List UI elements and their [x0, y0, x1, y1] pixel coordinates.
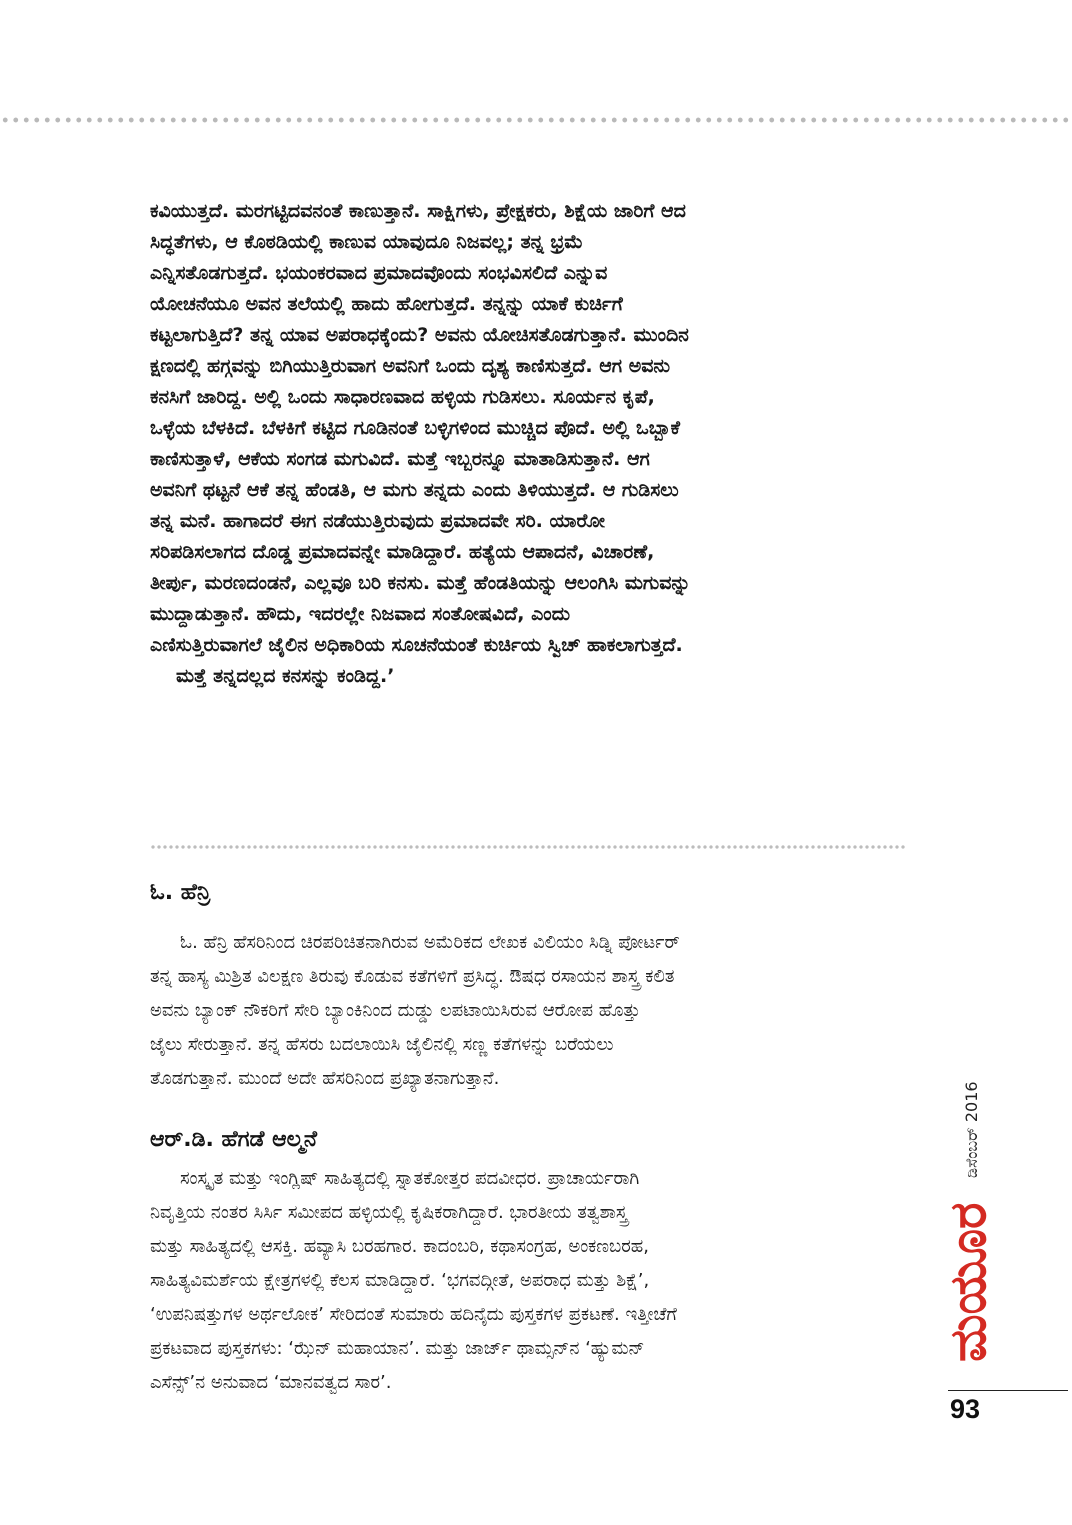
top-dotted-rule: [0, 116, 1072, 124]
story-line: ಯೋಚನೆಯೂ ಅವನ ತಲೆಯಲ್ಲಿ ಹಾದು ಹೋಗುತ್ತದೆ. ತನ್ನನ್ನು ಯಾಕೆ ಕುರ್ಚಿಗೆ: [150, 293, 623, 315]
story-closing-line: ಮತ್ತೆ ತನ್ನದಲ್ಲದ ಕನಸನ್ನು ಕಂಡಿದ್ದ.’: [176, 665, 395, 687]
bio-line: ಮತ್ತು ಸಾಹಿತ್ಯದಲ್ಲಿ ಆಸಕ್ತಿ. ಹವ್ಯಾಸಿ ಬರಹಗಾರ. ಕಾದಂಬರಿ, ಕಥಾಸಂಗ್ರಹ, ಅಂಕಣಬರಹ,: [150, 1236, 649, 1257]
bio-line: ‘ಉಪನಿಷತ್ತುಗಳ ಅರ್ಥಲೋಕ’ ಸೇರಿದಂತೆ ಸುಮಾರು ಹದಿನೈದು ಪುಸ್ತಕಗಳ ಪ್ರಕಟಣೆ. ಇತ್ತೀಚೆಗೆ: [150, 1304, 677, 1325]
bio-author-text: [150, 1162, 910, 1400]
story-line: ಕಾಣಿಸುತ್ತಾಳೆ, ಆಕೆಯ ಸಂಗಡ ಮಗುವಿದೆ. ಮತ್ತೆ ಇಬ್ಬರನ್ನೂ ಮಾತಾಡಿಸುತ್ತಾನೆ. ಆಗ: [150, 448, 650, 470]
page-number: 93: [950, 1394, 981, 1424]
story-line: ತೀರ್ಪು, ಮರಣದಂಡನೆ, ಎಲ್ಲವೂ ಬರಿ ಕನಸು. ಮತ್ತೆ ಹೆಂಡತಿಯನ್ನು ಆಲಂಗಿಸಿ ಮಗುವನ್ನು: [150, 572, 691, 594]
magazine-logo: ಮಯೂರ: [939, 1202, 997, 1362]
story-line: ಮುದ್ದಾಡುತ್ತಾನೆ. ಹೌದು, ಇದರಲ್ಲೇ ನಿಜವಾದ ಸಂತೋಷವಿದೆ, ಎಂದು: [150, 603, 571, 625]
story-line: ಎನ್ನಿಸತೊಡಗುತ್ತದೆ. ಭಯಂಕರವಾದ ಪ್ರಮಾದವೊಂದು ಸಂಭವಿಸಲಿದೆ ಎನ್ನುವ: [150, 262, 608, 284]
story-text: [150, 196, 908, 692]
story-line: ಕಟ್ಟಲಾಗುತ್ತಿದೆ? ತನ್ನ ಯಾವ ಅಪರಾಧಕ್ಕೆಂದು? ಅವನು ಯೋಚಿಸತೊಡಗುತ್ತಾನೆ. ಮುಂದಿನ: [150, 324, 689, 346]
bio-line: ಪ್ರಕಟವಾದ ಪುಸ್ತಕಗಳು: ‘ಝೆನ್ ಮಹಾಯಾನ’. ಮತ್ತು ಜಾರ್ಜ್ ಥಾಮ್ಸನ್‌ನ ‘ಹ್ಯುಮನ್: [150, 1338, 645, 1359]
bio-line: ನಿವೃತ್ತಿಯ ನಂತರ ಸಿರ್ಸಿ ಸಮೀಪದ ಹಳ್ಳಿಯಲ್ಲಿ ಕೃಷಿಕರಾಗಿದ್ದಾರೆ. ಭಾರತೀಯ ತತ್ವಶಾಸ್ತ್ರ: [150, 1202, 628, 1223]
bio-line: ಜೈಲು ಸೇರುತ್ತಾನೆ. ತನ್ನ ಹೆಸರು ಬದಲಾಯಿಸಿ ಜೈಲಿನಲ್ಲಿ ಸಣ್ಣ ಕತೆಗಳನ್ನು ಬರೆಯಲು: [150, 1034, 614, 1055]
story-line: ಕ್ಷಣದಲ್ಲಿ ಹಗ್ಗವನ್ನು ಬಿಗಿಯುತ್ತಿರುವಾಗ ಅವನಿಗೆ ಒಂದು ದೃಶ್ಯ ಕಾಣಿಸುತ್ತದೆ. ಆಗ ಅವನು: [150, 355, 671, 377]
story-line: ಕನಸಿಗೆ ಜಾರಿದ್ದ. ಅಲ್ಲಿ ಒಂದು ಸಾಧಾರಣವಾದ ಹಳ್ಳಿಯ ಗುಡಿಸಲು. ಸೂರ್ಯನ ಕೃಪೆ,: [150, 386, 655, 408]
story-line: ಸರಿಪಡಿಸಲಾಗದ ದೊಡ್ಡ ಪ್ರಮಾದವನ್ನೇ ಮಾಡಿದ್ದಾರೆ. ಹತ್ಯೆಯ ಆಪಾದನೆ, ವಿಚಾರಣೆ,: [150, 541, 655, 563]
story-line: ಕವಿಯುತ್ತದೆ. ಮರಗಟ್ಟಿದವನಂತೆ ಕಾಣುತ್ತಾನೆ. ಸಾಕ್ಷಿಗಳು, ಪ್ರೇಕ್ಷಕರು, ಶಿಕ್ಷೆಯ ಜಾರಿಗೆ ಆದ: [150, 200, 686, 222]
story-line: ಒಳ್ಳೆಯ ಬೆಳಕಿದೆ. ಬೆಳಕಿಗೆ ಕಟ್ಟಿದ ಗೂಡಿನಂತೆ ಬಳ್ಳಿಗಳಿಂದ ಮುಚ್ಚಿದ ಪೊದೆ. ಅಲ್ಲಿ ಒಬ್ಬಾಕೆ: [150, 417, 680, 439]
bio-line: ಓ. ಹೆನ್ರಿ ಹೆಸರಿನಿಂದ ಚಿರಪರಿಚಿತನಾಗಿರುವ ಅಮೆರಿಕದ ಲೇಖಕ ವಿಲಿಯಂ ಸಿಡ್ನಿ ಪೋರ್ಟರ್: [180, 932, 680, 953]
story-line: ತನ್ನ ಮನೆ. ಹಾಗಾದರೆ ಈಗ ನಡೆಯುತ್ತಿರುವುದು ಪ್ರಮಾದವೇ ಸರಿ. ಯಾರೋ: [150, 510, 605, 532]
bio-o-henry-text: [150, 926, 910, 1096]
bio-line: ಅವನು ಬ್ಯಾಂಕ್ ನೌಕರಿಗೆ ಸೇರಿ ಬ್ಯಾಂಕಿನಿಂದ ದುಡ್ಡು ಲಪಟಾಯಿಸಿರುವ ಆರೋಪ ಹೊತ್ತು: [150, 1000, 641, 1021]
bio-o-henry-title: ಓ. ಹೆನ್ರಿ: [150, 880, 211, 905]
bio-line: ಸಂಸ್ಕೃತ ಮತ್ತು ಇಂಗ್ಲಿಷ್ ಸಾಹಿತ್ಯದಲ್ಲಿ ಸ್ನಾತಕೋತ್ತರ ಪದವೀಧರ. ಪ್ರಾಚಾರ್ಯರಾಗಿ: [180, 1168, 640, 1189]
story-line: ಎಣಿಸುತ್ತಿರುವಾಗಲೆ ಜೈಲಿನ ಅಧಿಕಾರಿಯ ಸೂಚನೆಯಂತೆ ಕುರ್ಚಿಯ ಸ್ವಿಚ್ ಹಾಕಲಾಗುತ್ತದೆ.: [150, 634, 683, 656]
bio-line: ಸಾಹಿತ್ಯವಿಮರ್ಶೆಯ ಕ್ಷೇತ್ರಗಳಲ್ಲಿ ಕೆಲಸ ಮಾಡಿದ್ದಾರೆ. ‘ಭಗವದ್ಗೀತೆ, ಅಪರಾಧ ಮತ್ತು ಶಿಕ್ಷೆ’,: [150, 1270, 650, 1291]
section-dotted-rule: [150, 844, 906, 850]
bio-line: ತೊಡಗುತ್ತಾನೆ. ಮುಂದೆ ಅದೇ ಹೆಸರಿನಿಂದ ಪ್ರಖ್ಯಾತನಾಗುತ್ತಾನೆ.: [150, 1068, 500, 1089]
issue-date: ಡಿಸೆಂಬರ್ 2016: [962, 1081, 981, 1178]
story-line: ಅವನಿಗೆ ಥಟ್ಟನೆ ಆಕೆ ತನ್ನ ಹೆಂಡತಿ, ಆ ಮಗು ತನ್ನದು ಎಂದು ತಿಳಿಯುತ್ತದೆ. ಆ ಗುಡಿಸಲು: [150, 479, 679, 501]
bio-line: ಎಸೆನ್ಸ್’ನ ಅನುವಾದ ‘ಮಾನವತ್ವದ ಸಾರ’.: [150, 1372, 392, 1393]
footer-rule: [948, 1390, 1068, 1391]
bio-author-title: ಆರ್.ಡಿ. ಹೆಗಡೆ ಆಲ್ಮನೆ: [150, 1127, 317, 1152]
bio-line: ತನ್ನ ಹಾಸ್ಯ ಮಿಶ್ರಿತ ವಿಲಕ್ಷಣ ತಿರುವು ಕೊಡುವ ಕತೆಗಳಿಗೆ ಪ್ರಸಿದ್ಧ. ಔಷಧ ರಸಾಯನ ಶಾಸ್ತ್ರ ಕಲಿತ: [150, 966, 675, 987]
story-line: ಸಿದ್ಧತೆಗಳು, ಆ ಕೊಠಡಿಯಲ್ಲಿ ಕಾಣುವ ಯಾವುದೂ ನಿಜವಲ್ಲ; ತನ್ನ ಭ್ರಮೆ: [150, 231, 584, 253]
